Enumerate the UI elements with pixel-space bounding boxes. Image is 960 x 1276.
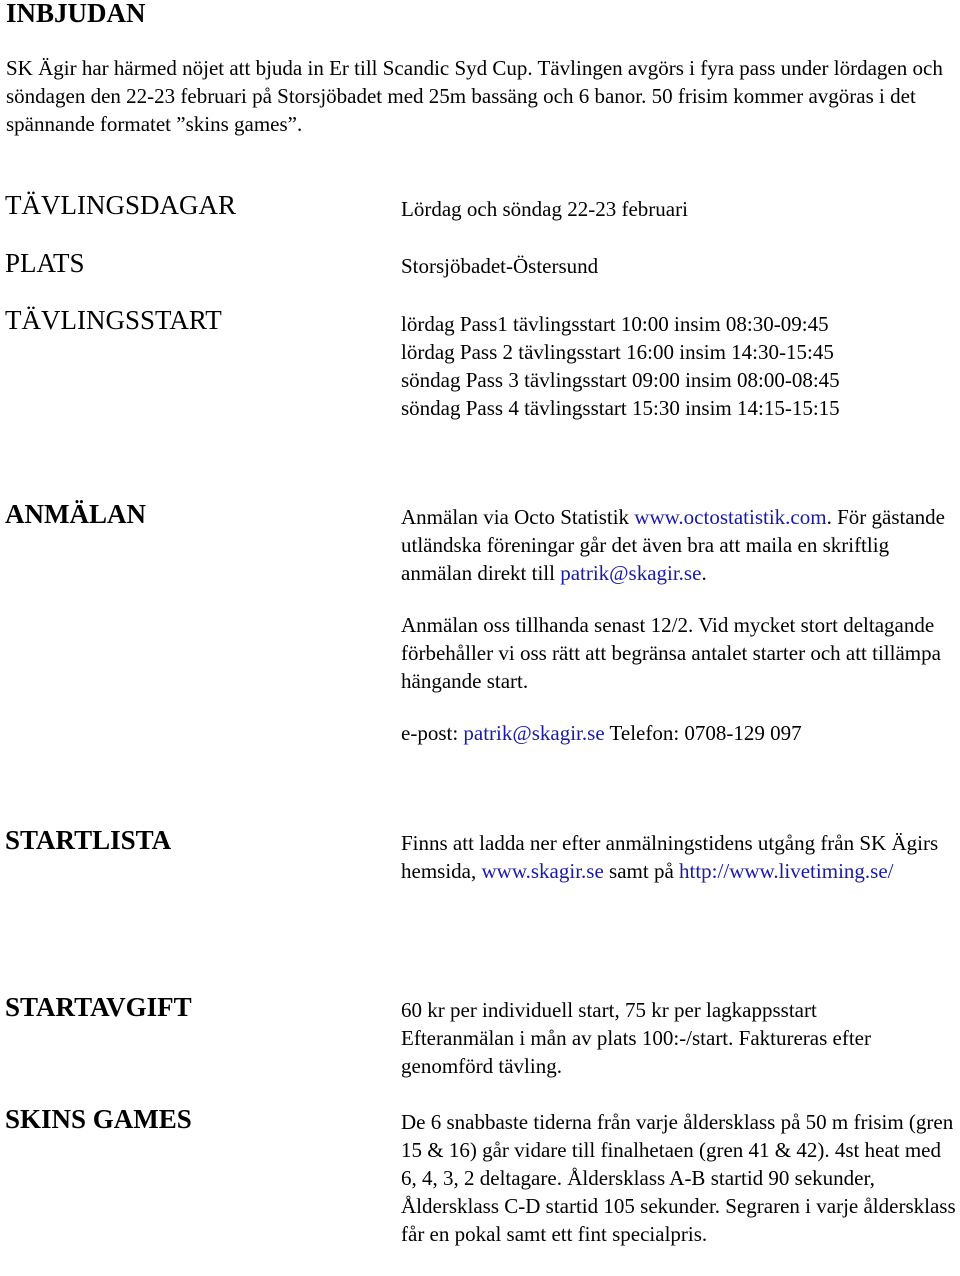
- pass-4: söndag Pass 4 tävlingsstart 15:30 insim 14:15-15:15: [401, 396, 840, 420]
- skins-games-label: SKINS GAMES: [5, 1104, 192, 1134]
- anmalan-paragraph-1: [401, 503, 959, 587]
- startlista-desc: Finns att ladda ner efter anmälningstidens utgång från SK Ägirs hemsida,: [401, 831, 939, 883]
- anmalan-contact: [401, 719, 959, 747]
- tavlingsstart-label: TÄVLINGSSTART: [5, 305, 222, 335]
- intro-paragraph: [6, 54, 960, 138]
- startavgift-line-2: Efteranmälan i mån av plats 100:-/start. Faktureras efter genomförd tävling.: [401, 1026, 871, 1078]
- tavlingsstart-list: [401, 310, 959, 422]
- tavlingsdagar-value: Lördag och söndag 22-23 februari: [401, 197, 688, 221]
- anmalan-label: ANMÄLAN: [5, 499, 146, 529]
- anmalan-section: [401, 503, 959, 747]
- skagir-link[interactable]: www.skagir.se: [481, 859, 604, 883]
- contact-email-link[interactable]: patrik@skagir.se: [463, 721, 605, 745]
- livetiming-link[interactable]: http://www.livetiming.se/: [679, 859, 894, 883]
- startavgift-text: [401, 996, 959, 1080]
- anmalan-text: Anmälan via Octo Statistik: [401, 505, 635, 529]
- anmalan-text: .: [701, 561, 707, 585]
- pass-1: lördag Pass1 tävlingsstart 10:00 insim 08:30-09:45: [401, 312, 829, 336]
- page-title: INBJUDAN: [6, 0, 146, 28]
- anmalan-paragraph-2: Anmälan oss tillhanda senast 12/2. Vid mycket stort deltagande förbehåller vi oss rätt att begränsa antalet starter och att tillämpa hängande start.: [401, 613, 941, 693]
- skins-games-text: De 6 snabbaste tiderna från varje åldersklass på 50 m frisim (gren 15 & 16) går vidare till finalhetaen (gren 41 & 42). 4st heat med 6, 4, 3, 2 deltagare. Åldersklass A-B startid 90 sekunder, Åldersklass C-D startid 105 sekunder. Segraren i varje åldersklass får en pokal samt ett fint specialpris.: [401, 1110, 956, 1246]
- startlista-paragraph: [401, 829, 959, 885]
- startlista-label: STARTLISTA: [5, 825, 172, 855]
- octostatistik-link[interactable]: www.octostatistik.com: [634, 505, 827, 529]
- plats-value: Storsjöbadet-Östersund: [401, 254, 599, 278]
- startavgift-label: STARTAVGIFT: [5, 992, 192, 1022]
- tavlingsdagar-label: TÄVLINGSDAGAR: [5, 190, 236, 220]
- contact-phone: Telefon: 0708-129 097: [604, 721, 802, 745]
- pass-2: lördag Pass 2 tävlingsstart 16:00 insim 14:30-15:45: [401, 340, 834, 364]
- plats-label: PLATS: [5, 248, 85, 278]
- anmalan-text: . För gästande utländska föreningar går det även bra att maila en skriftlig anmälan direkt till: [401, 505, 945, 585]
- intro-text: SK Ägir har härmed nöjet att bjuda in Er till Scandic Syd Cup. Tävlingen avgörs i fyra pass under lördagen och söndagen den 22-23 februari på Storsjöbadet med 25m bassäng och 6 banor. 50 frisim kommer avgöras i det spännande formatet ”skins games”.: [6, 56, 943, 136]
- startavgift-line-1: 60 kr per individuell start, 75 kr per lagkappsstart: [401, 998, 817, 1022]
- email-link[interactable]: patrik@skagir.se: [560, 561, 702, 585]
- pass-3: söndag Pass 3 tävlingsstart 09:00 insim 08:00-08:45: [401, 368, 840, 392]
- startlista-desc: samt på: [603, 859, 680, 883]
- contact-text: e-post:: [401, 721, 464, 745]
- startlista-text: [401, 829, 959, 885]
